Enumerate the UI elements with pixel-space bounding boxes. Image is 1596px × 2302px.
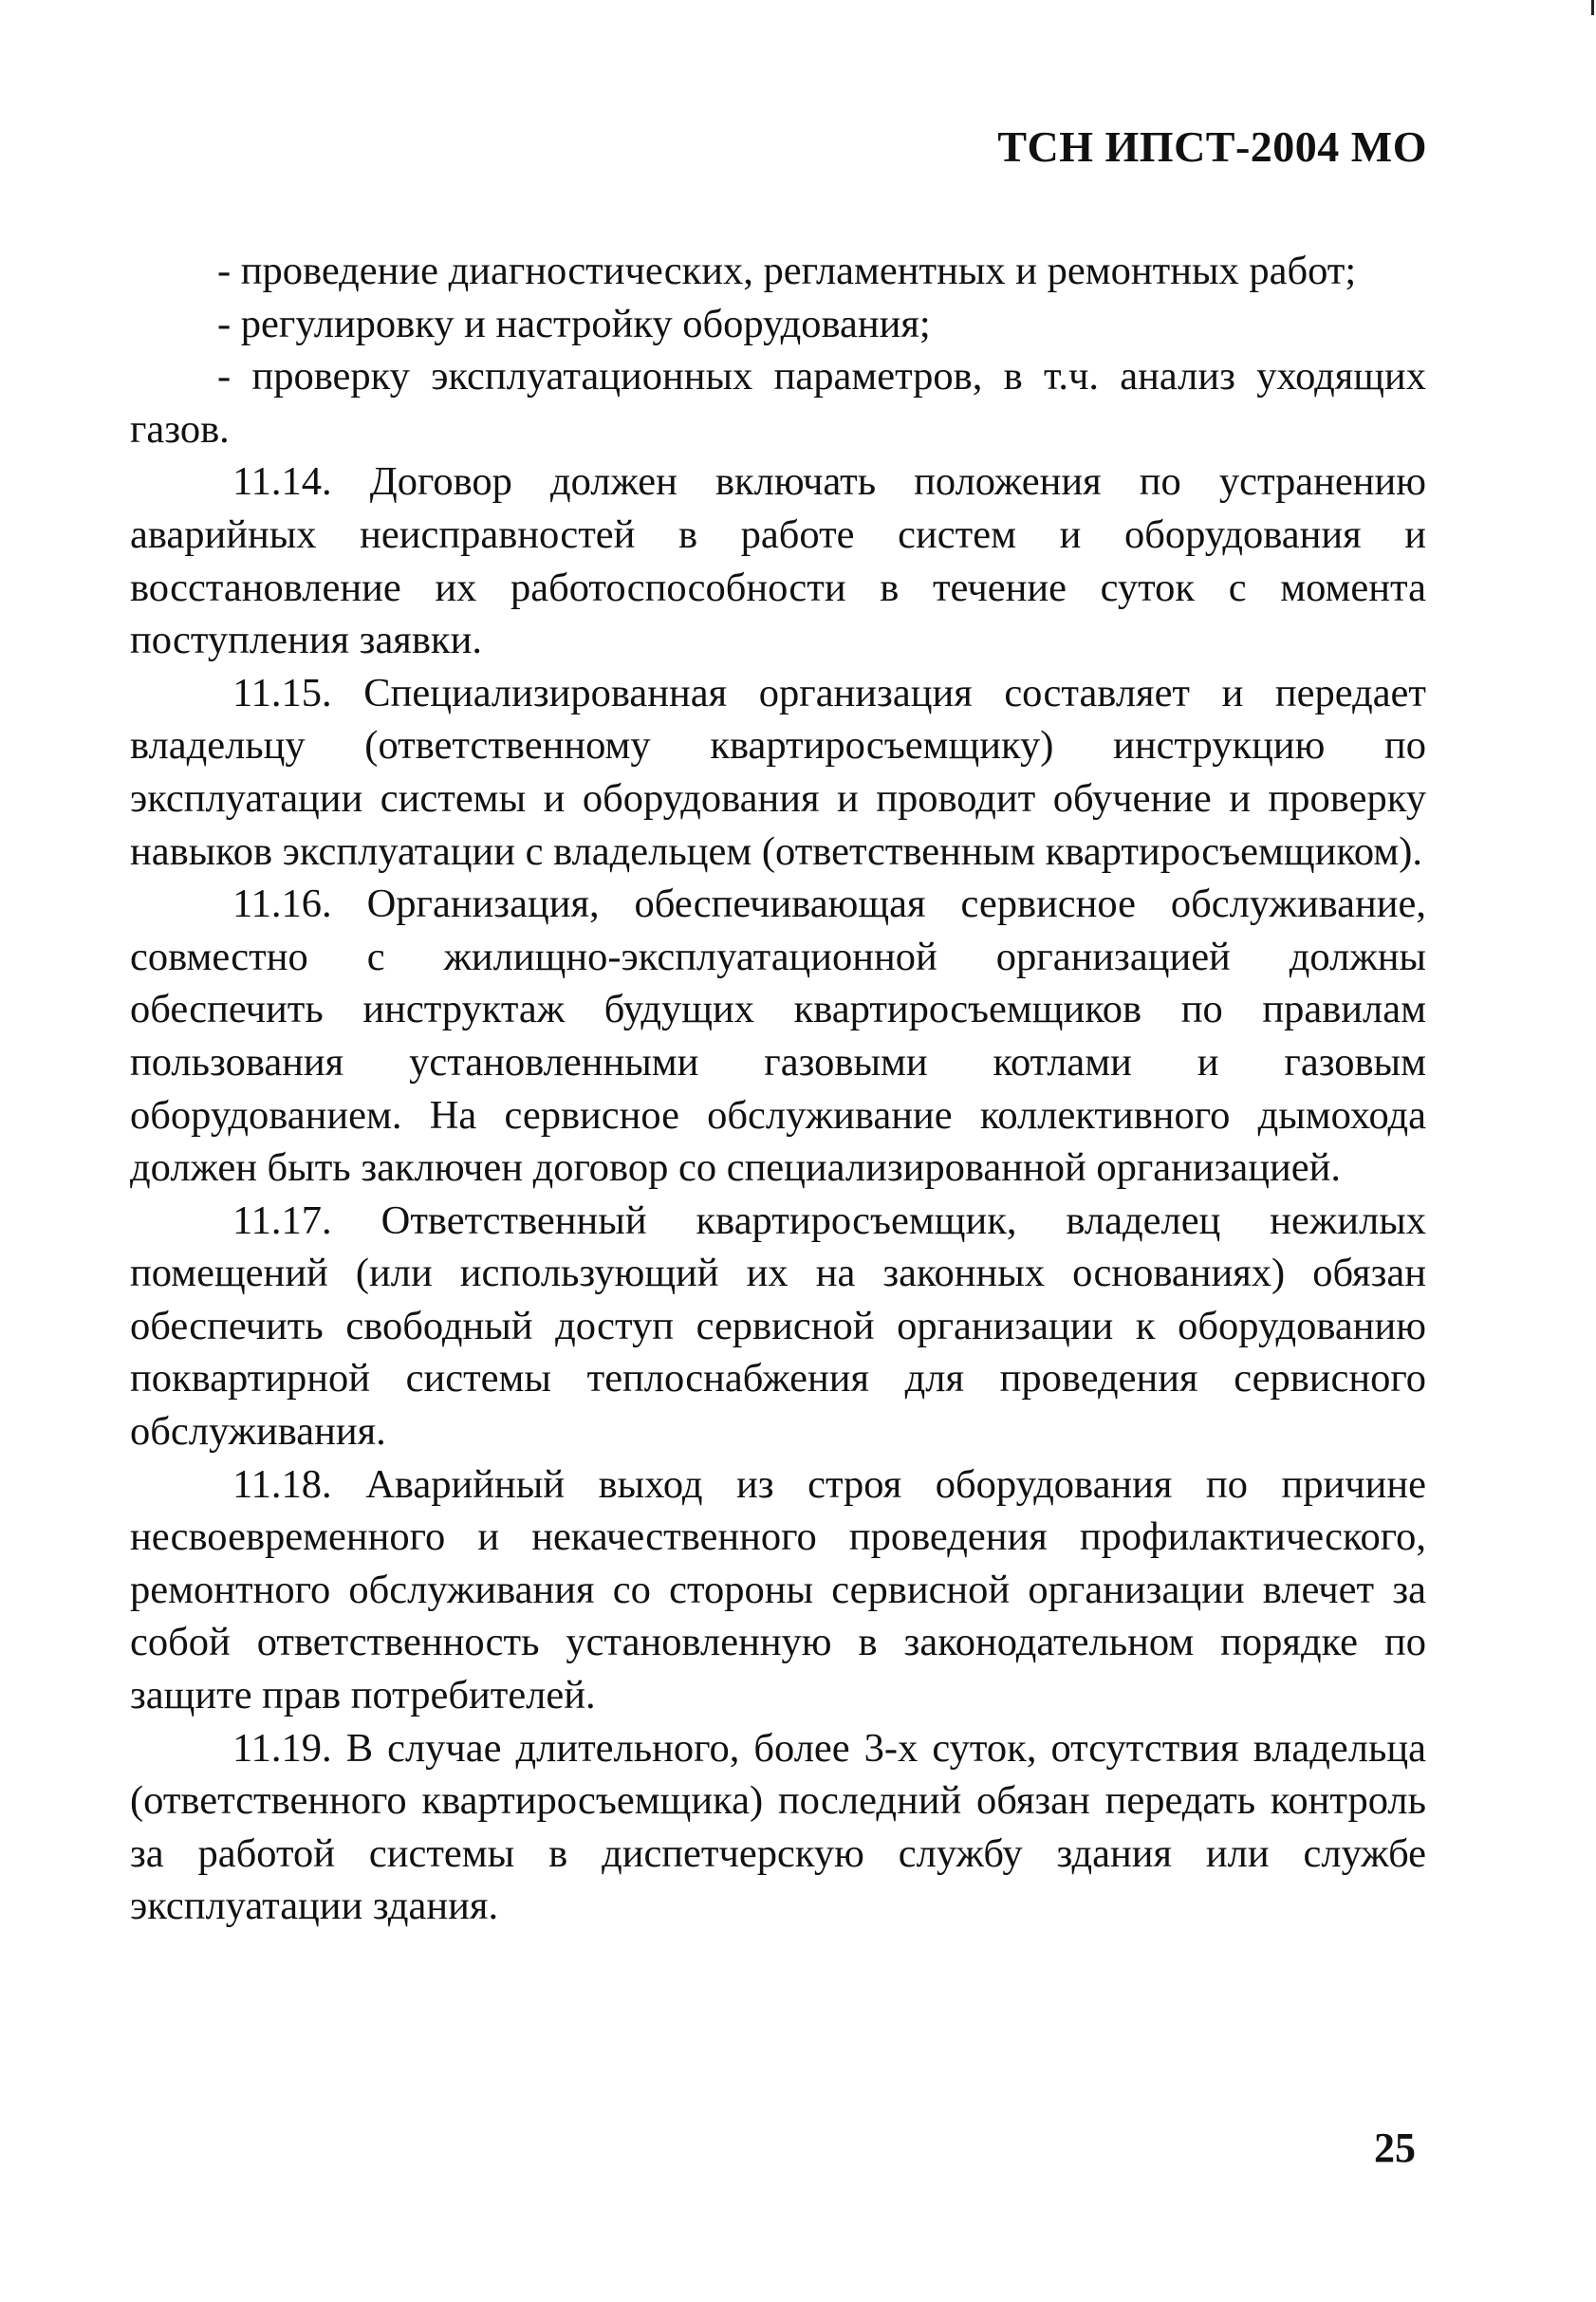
clause-11-15: 11.15. Специализированная организация составляет и передает владельцу (ответственному квартиросъемщику) инструкцию по эксплуатации системы и оборудования и проводит обучение и проверку навыков эксплуатации с владельцем (ответственным квартиросъемщиком). bbox=[130, 670, 1426, 874]
scan-edge-mark bbox=[1591, 0, 1594, 15]
list-item-diagnostics: - проведение диагностических, регламентных и ремонтных работ; bbox=[217, 249, 1357, 293]
clause-11-14: 11.14. Договор должен включать положения по устранению аварийных неисправностей в работе систем и оборудования и восстановление их работоспособности в течение суток с момента поступления заявки. bbox=[130, 459, 1426, 663]
document-body bbox=[130, 245, 1426, 1933]
document-code-header: ТСН ИПСТ-2004 МО bbox=[997, 122, 1427, 171]
clause-11-16: 11.16. Организация, обеспечивающая сервисное обслуживание, совместно с жилищно-эксплуатационной организацией должны обеспечить инструктаж будущих квартиросъемщиков по правилам пользования установленными газовыми котлами и газовым оборудованием. На сервисное обслуживание коллективного дымохода должен быть заключен договор со специализированной организацией. bbox=[130, 882, 1426, 1191]
list-item-parameters-check: - проверку эксплуатационных параметров, в т.ч. анализ уходящих газов. bbox=[130, 354, 1426, 452]
clause-11-18: 11.18. Аварийный выход из строя оборудования по причине несвоевременного и некачественного проведения профилактического, ремонтного обслуживания со стороны сервисной организации влечет за собой ответственность установленную в законодательном порядке по защите прав потребителей. bbox=[130, 1461, 1426, 1718]
clause-11-19: 11.19. В случае длительного, более 3-х суток, отсутствия владельца (ответственного квартиросъемщика) последний обязан передать контроль за работой системы в диспетчерскую службу здания или службе эксплуатации здания. bbox=[130, 1725, 1426, 1929]
page-number: 25 bbox=[1374, 2125, 1416, 2171]
clause-11-17: 11.17. Ответственный квартиросъемщик, владелец нежилых помещений (или использующий их на законных основаниях) обязан обеспечить свободный доступ сервисной организации к оборудованию поквартирной системы теплоснабжения для проведения сервисного обслуживания. bbox=[130, 1197, 1426, 1455]
list-item-adjustment: - регулировку и настройку оборудования; bbox=[217, 301, 931, 346]
